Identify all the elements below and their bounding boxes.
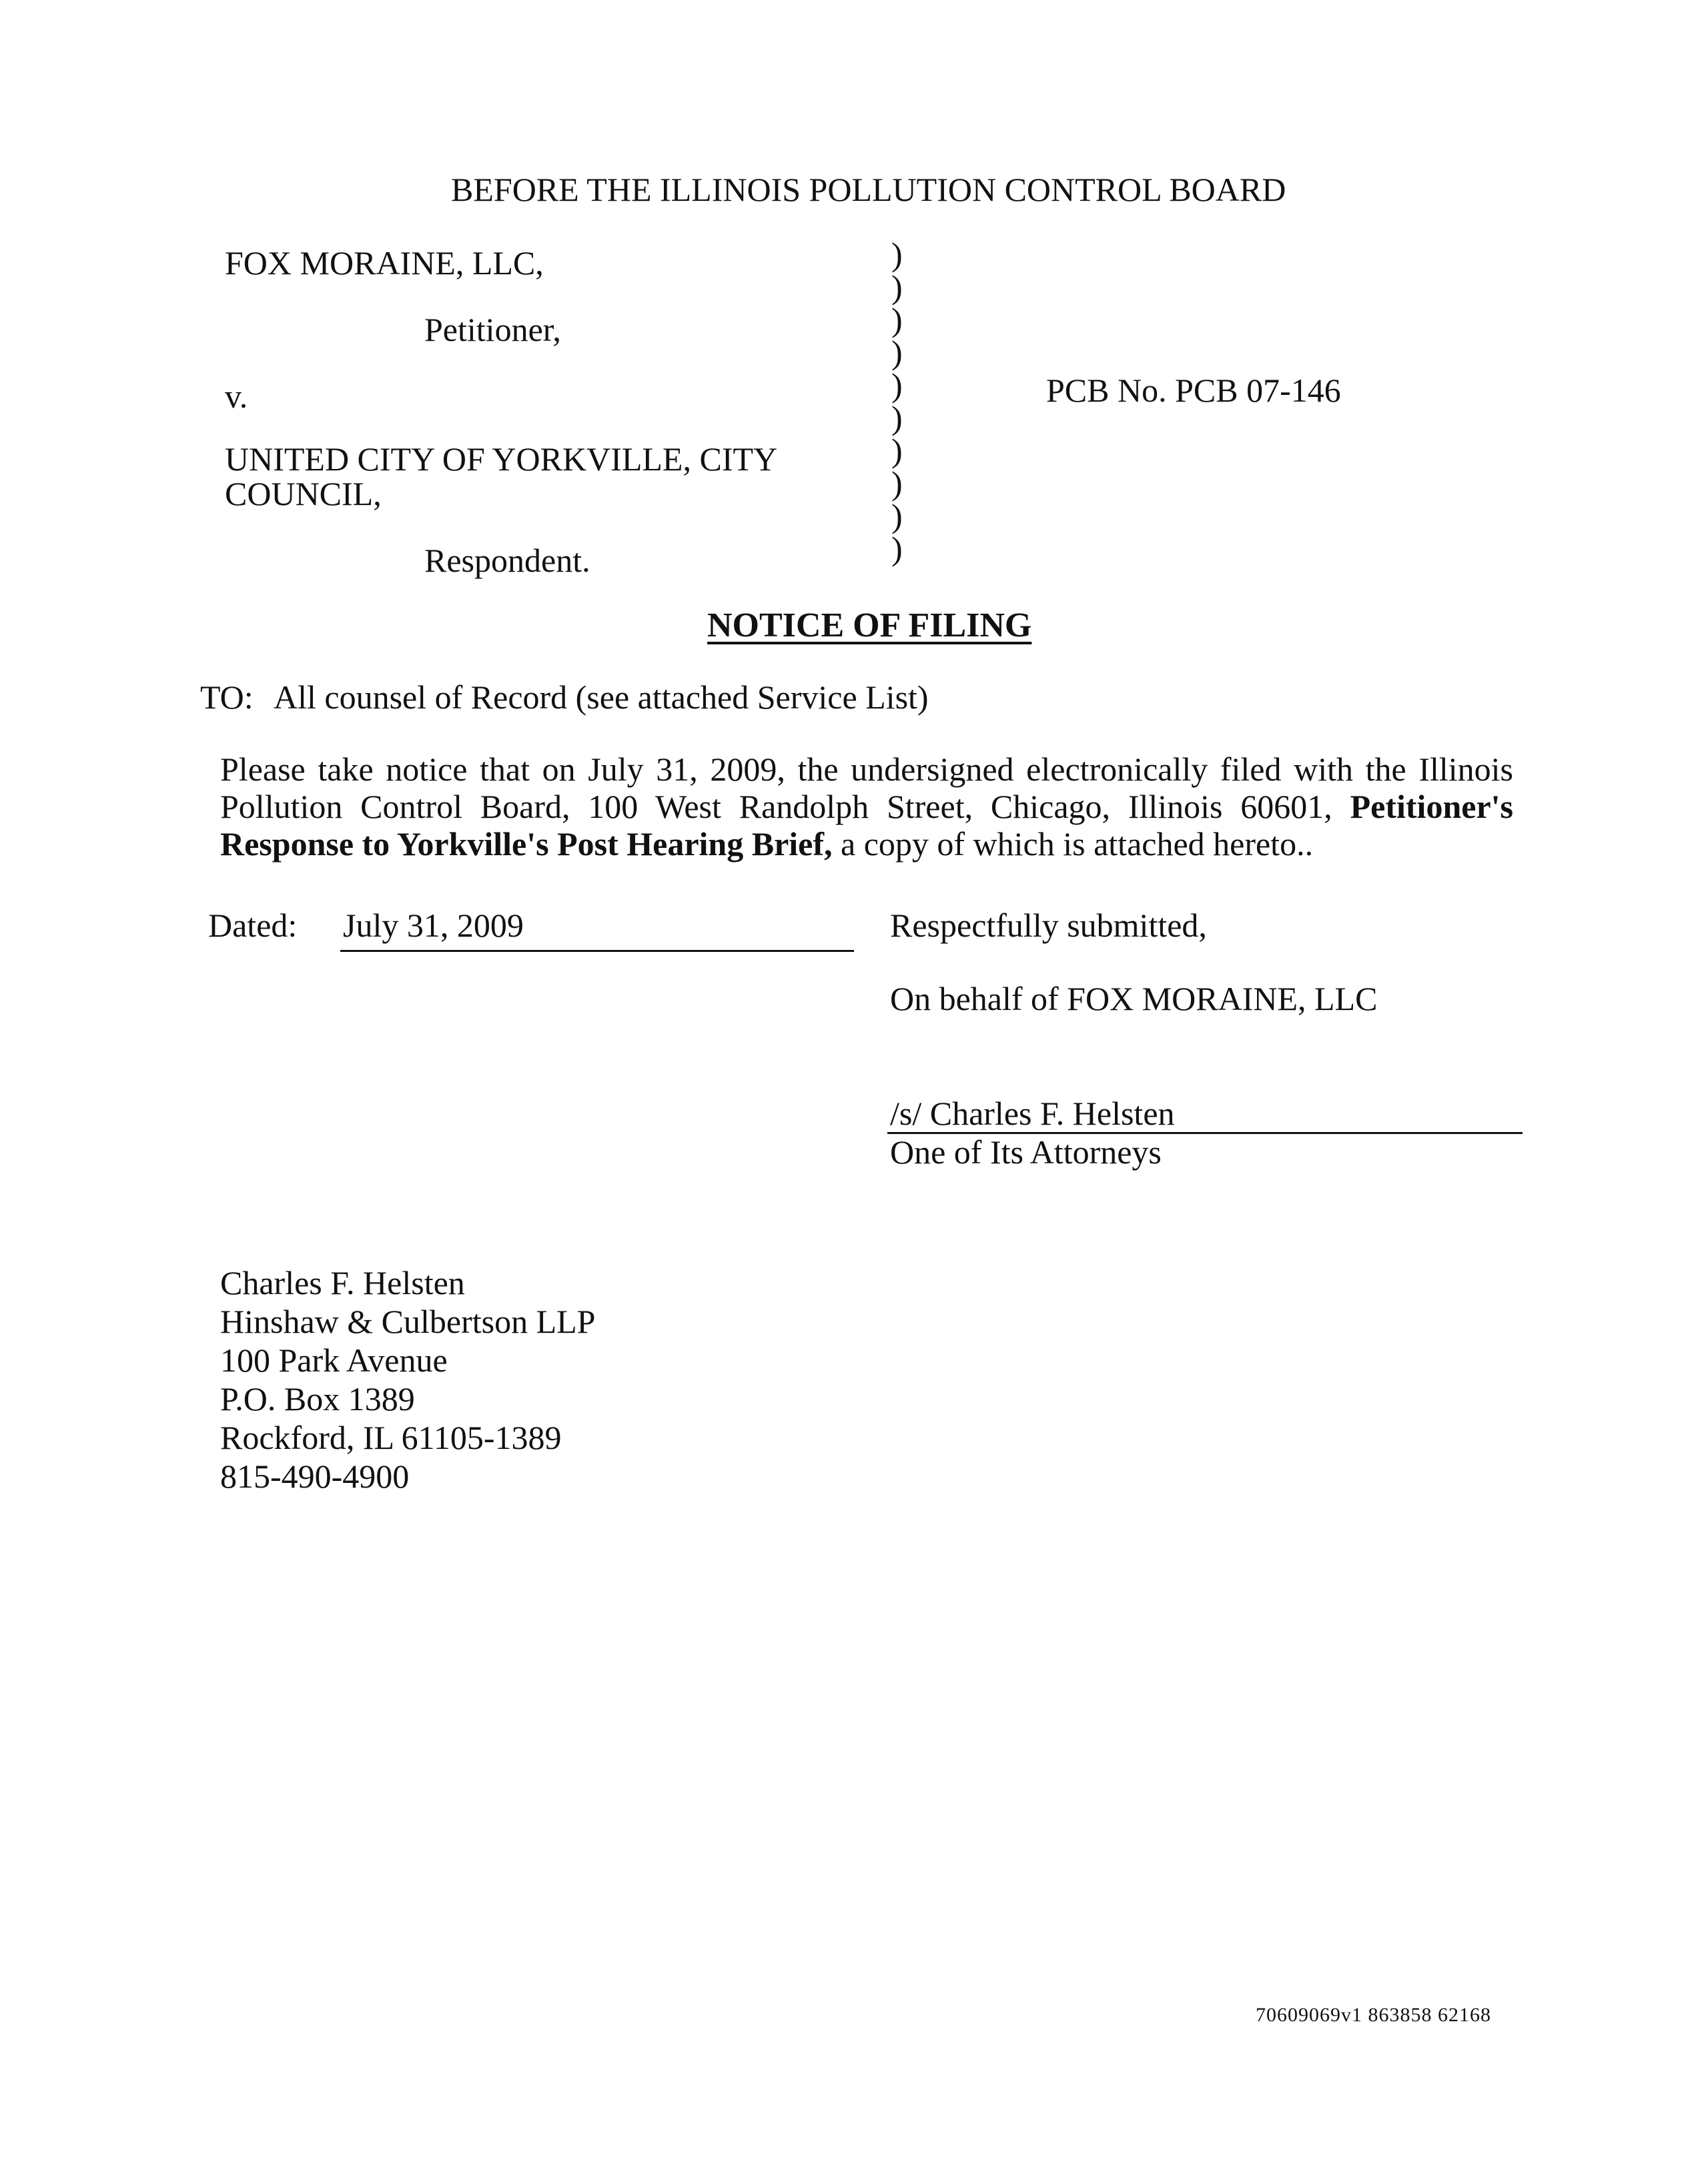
on-behalf: On behalf of FOX MORAINE, LLC [890,980,1378,1017]
paren: ) [891,497,903,534]
respondent-role: Respondent. [424,542,590,579]
closing: Respectfully submitted, [890,907,1207,944]
paren: ) [891,301,903,338]
respondent-name-line1: UNITED CITY OF YORKVILLE, CITY [225,440,778,478]
respondent-name-line2: COUNCIL, [225,475,382,512]
body-text: Please take notice that on July 31, 2009, the undersigned electronically filed with the Illinois Pollution Control Board, 100 West Randolph Street, Chicago, Illinois 60601, [220,750,1513,825]
signature-role: One of Its Attorneys [890,1133,1162,1171]
firm-name: Hinshaw & Culbertson LLP [220,1303,596,1340]
dated-value: July 31, 2009 [343,907,524,944]
document-title: Petitioner's Response to Yorkville's Post Hearing Brief, [220,788,1513,863]
to-label: TO: [200,678,254,716]
notice-title: NOTICE OF FILING [707,606,1032,644]
paren: ) [891,399,903,436]
paren: ) [891,334,903,371]
phone-number: 815-490-4900 [220,1458,410,1495]
paren: ) [891,530,903,567]
document-id: 70609069v1 863858 62168 [1256,2004,1491,2026]
body-text-end: a copy of which is attached hereto.. [832,825,1314,863]
case-number: PCB No. PCB 07-146 [1046,372,1341,409]
petitioner-name: FOX MORAINE, LLC, [225,244,544,282]
po-box: P.O. Box 1389 [220,1380,415,1418]
city-state-zip: Rockford, IL 61105-1389 [220,1419,562,1456]
paren: ) [891,366,903,404]
street-address: 100 Park Avenue [220,1341,448,1379]
attorney-name: Charles F. Helsten [220,1264,465,1301]
petitioner-role: Petitioner, [424,311,561,348]
paren: ) [891,268,903,306]
dated-underline [340,950,854,952]
to-line [200,678,929,716]
to-recipients: All counsel of Record (see attached Service List) [274,678,929,716]
paren: ) [891,432,903,469]
paren: ) [891,464,903,502]
court-heading: BEFORE THE ILLINOIS POLLUTION CONTROL BOARD [451,171,1286,208]
dated-label: Dated: [208,907,298,944]
signature: /s/ Charles F. Helsten [890,1095,1175,1132]
notice-body [220,750,1513,863]
versus: v. [225,378,248,415]
paren: ) [891,235,903,273]
